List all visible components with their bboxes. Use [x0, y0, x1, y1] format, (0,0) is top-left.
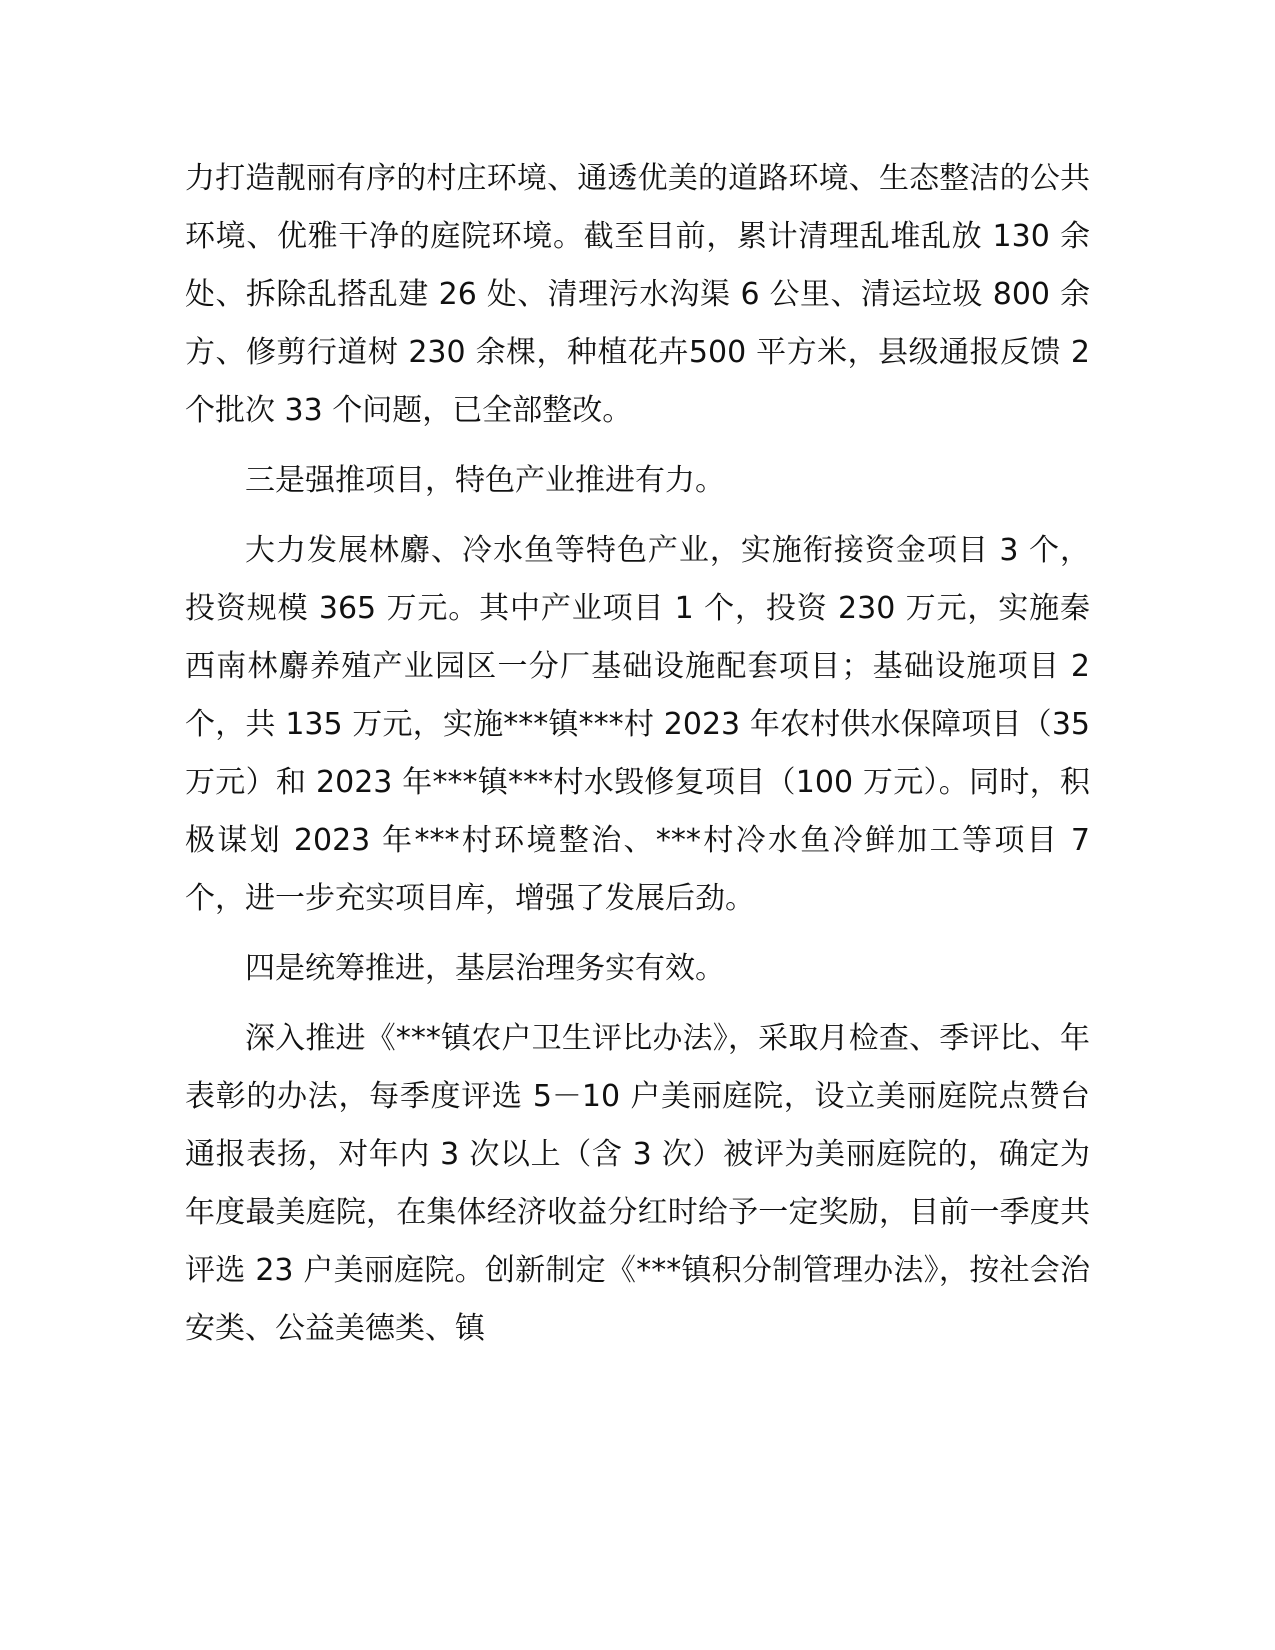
section-heading-projects: 三是强推项目，特色产业推进有力。	[245, 463, 725, 498]
section-heading-governance: 四是统筹推进，基层治理务实有效。	[245, 951, 725, 986]
paragraph-governance: 深入推进《***镇农户卫生评比办法》，采取月检查、季评比、年表彰的办法，每季度评选 5－10 户美丽庭院，设立美丽庭院点赞台通报表扬，对年内 3 次以上（含 3 次）被评为美丽庭院的，确定为年度最美庭院，在集体经济收益分红时给予一定奖励，目前一季度共评选 23 户美丽庭院。创新制定《***镇积分制管理办法》，按社会治安类、公益美德类、镇	[185, 1021, 1090, 1346]
paragraph-environment-results: 力打造靓丽有序的村庄环境、通透优美的道路环境、生态整洁的公共环境、优雅干净的庭院环境。截至目前，累计清理乱堆乱放 130 余处、拆除乱搭乱建 26 处、清理污水沟渠 6 公里、清运垃圾 800 余方、修剪行道树 230 余棵，种植花卉500 平方米，县级通报反馈 2 个批次 33 个问题，已全部整改。	[185, 161, 1090, 428]
paragraph-projects: 大力发展林麝、冷水鱼等特色产业，实施衔接资金项目 3 个，投资规模 365 万元。其中产业项目 1 个，投资 230 万元，实施秦西南林麝养殖产业园区一分厂基础设施配套项目；基础设施项目 2 个，共 135 万元，实施***镇***村 2023 年农村供水保障项目（35 万元）和 2023 年***镇***村水毁修复项目（100 万元）。同时，积极谋划 2023 年***村环境整治、***村冷水鱼冷鲜加工等项目 7 个，进一步充实项目库，增强了发展后劲。	[185, 533, 1090, 916]
document-body	[185, 150, 1090, 1370]
